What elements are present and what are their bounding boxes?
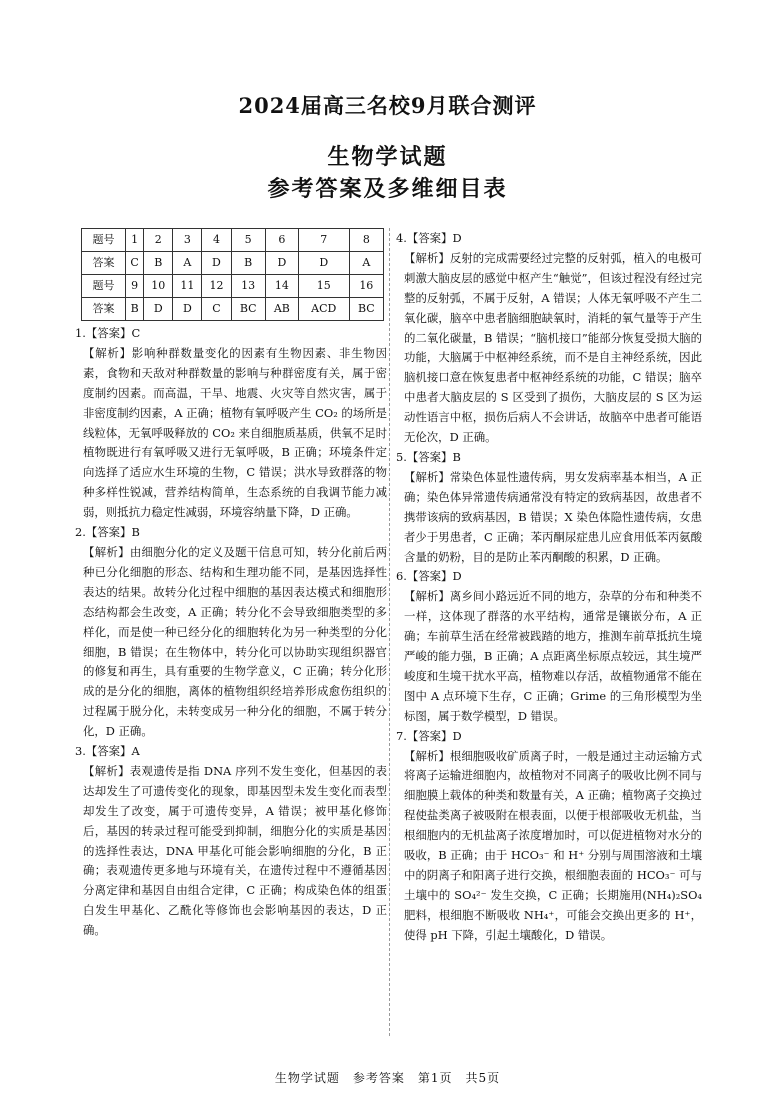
- question-answer-line: [396, 229, 702, 249]
- question-analysis: 【解析】影响种群数量变化的因素有生物因素、非生物因素，食物和天敌对种群数量的影响与种群密度有关，属于密度制约因素。而高温，干旱、地震、火灾等自然灾害，属于非密度制约因素，A 正确；植物有氧呼吸产生 CO₂ 的场所是线粒体，无氧呼吸释放的 CO₂ 来自细胞质基质，供氧不足时植物既进行有氧呼吸又进行无氧呼吸，B 正确；环境条件定向选择了适应水生环境的生物，C 错误；洪水导致群落的物种多样性锐减，营养结构简单，生态系统的自我调节能力减弱，则抵抗力稳定性减弱，环境容纳量下降，D 正确。: [83, 345, 387, 520]
- answer-table-cell: B: [144, 252, 173, 275]
- answer-table-cell: 7: [298, 229, 349, 252]
- answer-table-cell: C: [202, 298, 231, 321]
- answer-table-cell: 4: [202, 229, 231, 252]
- answer-table-cell: B: [126, 298, 144, 321]
- answer-table-header-cell: 答案: [82, 298, 126, 321]
- question-analysis: 【解析】由细胞分化的定义及题干信息可知，转分化前后两种已分化细胞的形态、结构和生理功能不同，是基因选择性表达的结果。故转分化过程中细胞的基因表达模式和细胞形态结构都会生改变，A 正确；转分化不会导致细胞类型的多样化，而是使一种已经分化的细胞转化为另一种类型的分化细胞，B 错误；在生物体中，转分化可以协助实现组织器官的修复和再生，具有重要的生物学意义，C 正确；转分化形成的是分化的细胞，离体的植物组织经培养形成愈伤组织的过程属于脱分化，未转变成另一种分化的细胞，不属于转分化，D 正确。: [83, 544, 387, 739]
- question-list-right: [396, 229, 702, 946]
- question-number: 4.: [396, 231, 407, 245]
- question-answer-line: [396, 448, 702, 468]
- answer-table-cell: D: [144, 298, 173, 321]
- answer-table-row: [82, 275, 384, 298]
- question-answer: 【答案】D: [406, 231, 462, 245]
- question-answer: 【答案】C: [85, 326, 141, 340]
- question-analysis: 【解析】反射的完成需要经过完整的反射弧，植入的电极可刺激大脑皮层的感觉中枢产生“触觉”，但该过程没有经过完整的反射弧，不属于反射，A 错误；人体无氧呼吸不产生二氧化碳，脑卒中患者脑细胞缺氧时，消耗的氧气量等于产生的二氧化碳量，B 错误；“脑机接口”能部分恢复受损大脑的功能，大脑属于中枢神经系统，而不是自主神经系统，因此脑机接口意在恢复患者中枢神经系统的功能，C 错误；脑卒中患者大脑皮层的 S 区受到了损伤，大脑皮层的 S 区为运动性语言中枢，损伤后病人不会讲话，故脑卒中患者可能语无伦次，D 正确。: [404, 250, 702, 445]
- answer-table-cell: 14: [265, 275, 298, 298]
- question-answer: 【答案】B: [406, 449, 461, 464]
- answer-table-cell: 5: [231, 229, 265, 252]
- question-answer: 【答案】A: [85, 744, 140, 759]
- answer-table-cell: 2: [144, 229, 173, 252]
- question-item: [396, 448, 702, 567]
- question-number: 3.: [75, 744, 86, 759]
- question-item: [75, 523, 387, 742]
- question-answer-line: [75, 742, 387, 762]
- question-analysis: 【解析】常染色体显性遗传病，男女发病率基本相当，A 正确；染色体异常遗传病通常没有特定的致病基因，故患者不携带该病的致病基因，B 错误；X 染色体隐性遗传病，女患者少于男患者，C 正确；苯丙酮尿症患儿应食用低苯丙氨酸含量的奶粉，目的是防止苯丙酮酸的积累，D 正确。: [404, 469, 702, 564]
- answer-table-cell: 13: [231, 275, 265, 298]
- right-column: [396, 229, 702, 946]
- question-list-left: [75, 324, 387, 941]
- answer-table: [81, 228, 384, 321]
- question-answer: 【答案】D: [406, 569, 462, 584]
- question-item: [396, 727, 702, 946]
- answer-table-cell: C: [126, 252, 144, 275]
- answer-table-cell: 6: [265, 229, 298, 252]
- page-subtitle: 生物学试题: [327, 144, 448, 170]
- answer-table-cell: D: [265, 252, 298, 275]
- answer-table-cell: ACD: [298, 298, 349, 321]
- question-number: 5.: [396, 449, 407, 464]
- question-answer-line: [75, 324, 387, 344]
- answer-table-header-cell: 题号: [82, 275, 126, 298]
- question-answer-line: [75, 523, 387, 543]
- question-number: 1.: [75, 326, 86, 340]
- answer-table-header-cell: 题号: [82, 229, 126, 252]
- left-column: [75, 228, 387, 941]
- answer-table-cell: 16: [349, 275, 383, 298]
- page-footer: 生物学试题 参考答案 第1页 共5页: [274, 1071, 501, 1085]
- question-answer-line: [396, 567, 702, 587]
- question-item: [396, 567, 702, 726]
- answer-table-row: [82, 229, 384, 252]
- answer-table-cell: A: [173, 252, 202, 275]
- question-number: 7.: [396, 728, 407, 743]
- answer-table-cell: 11: [173, 275, 202, 298]
- answer-table-cell: D: [298, 252, 349, 275]
- answer-table-cell: 15: [298, 275, 349, 298]
- question-answer: 【答案】D: [406, 728, 462, 743]
- column-divider: [389, 228, 390, 1036]
- answer-table-row: [82, 298, 384, 321]
- answer-table-cell: D: [173, 298, 202, 321]
- question-analysis: 【解析】表观遗传是指 DNA 序列不发生变化，但基因的表达却发生了可遗传变化的现象，即基因型未发生变化而表型却发生了改变，属于可遗传变异，A 错误；被甲基化修饰后，基因的转录过程可能受到抑制，细胞分化的实质是基因的选择性表达，DNA 甲基化可能会影响细胞的分化，B 正确；表观遗传更多地与环境有关，在遗传过程中不遵循基因分离定律和基因自由组合定律，C 正确；构成染色体的组蛋白发生甲基化、乙酰化等修饰也会影响基因的表达，D 正确。: [83, 763, 387, 938]
- answer-table-cell: BC: [349, 298, 383, 321]
- answer-table-cell: 9: [126, 275, 144, 298]
- page-subtitle-2: 参考答案及多维细目表: [267, 176, 508, 202]
- question-item: [75, 742, 387, 941]
- answer-table-cell: A: [349, 252, 383, 275]
- page-title: 2024届高三名校9月联合测评: [238, 93, 537, 118]
- question-number: 6.: [396, 569, 407, 584]
- answer-table-cell: 8: [349, 229, 383, 252]
- answer-table-cell: 1: [126, 229, 144, 252]
- answer-table-cell: BC: [231, 298, 265, 321]
- answer-table-cell: 12: [202, 275, 231, 298]
- answer-table-cell: B: [231, 252, 265, 275]
- question-analysis: 【解析】根细胞吸收矿质离子时，一般是通过主动运输方式将离子运输进细胞内，故植物对不同离子的吸收比例不同与细胞膜上载体的种类和数量有关，A 正确；植物离子交换过程使盐类离子被吸附在根表面，以便于根部吸收无机盐，当根细胞内的无机盐离子浓度增加时，可以促进植物对水分的吸收，B 正确；由于 HCO₃⁻ 和 H⁺ 分别与周围溶液和土壤中的阴离子和阳离子进行交换，根细胞表面的 HCO₃⁻ 可与土壤中的 SO₄²⁻ 发生交换，C 正确；长期施用(NH₄)₂SO₄ 肥料，根细胞不断吸收 NH₄⁺，可能会交换出更多的 H⁺，使得 pH 下降，引起土壤酸化，D 错误。: [404, 748, 702, 942]
- answer-table-cell: 10: [144, 275, 173, 298]
- answer-table-cell: AB: [265, 298, 298, 321]
- answer-table-cell: D: [202, 252, 231, 275]
- answer-table-header-cell: 答案: [82, 252, 126, 275]
- question-number: 2.: [75, 525, 86, 540]
- question-item: [396, 229, 702, 448]
- answer-table-cell: 3: [173, 229, 202, 252]
- question-answer: 【答案】B: [85, 525, 140, 540]
- question-item: [75, 324, 387, 523]
- answer-table-row: [82, 252, 384, 275]
- question-analysis: 【解析】离乡间小路远近不同的地方，杂草的分布和种类不一样，这体现了群落的水平结构，通常是镶嵌分布，A 正确；车前草生活在经常被践踏的地方，推测车前草抵抗生境严峻的能力强，B 正确；A 点距离坐标原点较远，其生境严峻度和生境干扰水平高，植物难以存活，故植物通常不能在图中 A 点环境下生存，C 正确；Grime 的三角形模型为坐标图，属于数学模型，D 错误。: [404, 589, 702, 723]
- question-answer-line: [396, 727, 702, 747]
